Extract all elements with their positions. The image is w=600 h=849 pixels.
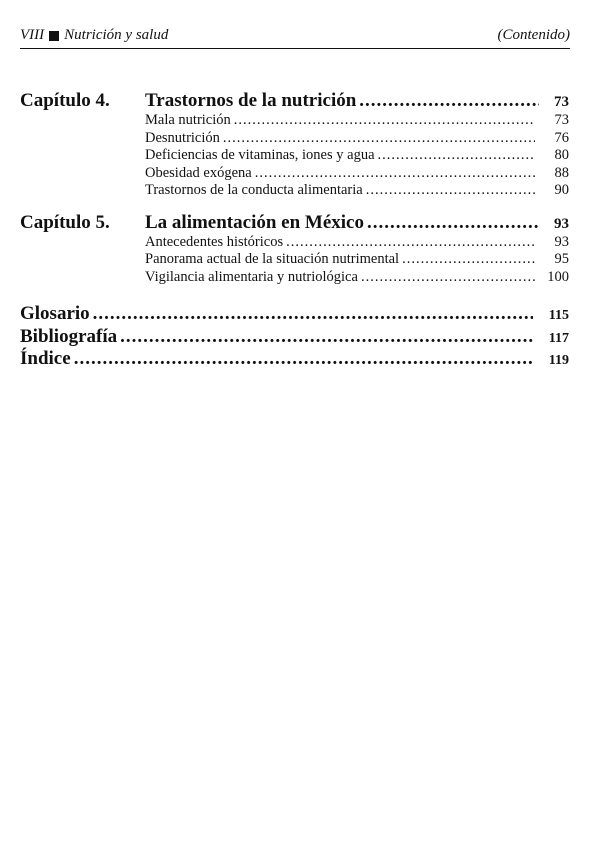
dot-leader [367, 212, 539, 234]
toc-entry-label: Vigilancia alimentaria y nutriológica [145, 269, 358, 285]
toc-entry-deficiencias[interactable] [145, 147, 569, 164]
toc-entry-label: Panorama actual de la situación nutrimental [145, 251, 400, 267]
header-page-number: VIII [20, 27, 45, 43]
dot-leader [74, 348, 533, 370]
toc-entry-vigilancia[interactable] [145, 269, 569, 286]
dot-leader [255, 165, 535, 182]
header-section: (Contenido) [497, 27, 570, 43]
toc-entry-trastornos-conducta[interactable] [145, 182, 569, 199]
toc-entry-glosario[interactable] [20, 303, 569, 325]
chapter-4-entry[interactable] [145, 90, 569, 112]
toc-entry-page: 119 [548, 353, 569, 368]
dot-leader [93, 303, 533, 325]
toc-entry-mala-nutricion[interactable] [145, 112, 569, 129]
toc-entry-label: Deficiencias de vitaminas, iones y agua [145, 147, 375, 163]
toc-entry-label: Trastornos de la conducta alimentaria [145, 182, 363, 198]
square-bullet-icon [49, 31, 59, 41]
chapter-5-number: Capítulo 5. [20, 212, 110, 233]
toc-entry-label: Antecedentes históricos [145, 234, 284, 250]
toc-entry-antecedentes[interactable] [145, 234, 569, 251]
toc-entry-label: Glosario [20, 303, 90, 324]
toc-entry-label: Mala nutrición [145, 112, 231, 128]
toc-entry-label: Desnutrición [145, 130, 220, 146]
toc-entry-page: 115 [548, 308, 569, 323]
toc-entry-page: 80 [554, 147, 569, 163]
toc-entry-page: 73 [554, 112, 569, 128]
toc-entry-page: 95 [554, 251, 569, 267]
dot-leader [223, 130, 535, 147]
chapter-4-number: Capítulo 4. [20, 90, 110, 111]
chapter-5-title: La alimentación en México [145, 212, 364, 233]
chapter-5-entry[interactable] [145, 212, 569, 234]
toc-entry-page: 93 [554, 234, 569, 250]
toc-entry-obesidad[interactable] [145, 165, 569, 182]
toc-entry-panorama[interactable] [145, 251, 569, 268]
dot-leader [286, 234, 535, 251]
chapter-5-page: 93 [554, 216, 569, 232]
toc-entry-bibliografia[interactable] [20, 326, 569, 348]
chapter-4-page: 73 [554, 94, 569, 110]
dot-leader [120, 326, 533, 348]
toc-entry-page: 117 [548, 331, 569, 346]
header-book-title: Nutrición y salud [64, 27, 169, 43]
dot-leader [234, 112, 535, 129]
toc-entry-page: 76 [554, 130, 569, 146]
toc-entry-label: Obesidad exógena [145, 165, 252, 181]
dot-leader [359, 90, 539, 112]
dot-leader [402, 251, 535, 268]
toc-entry-indice[interactable] [20, 348, 569, 370]
page-header [20, 26, 570, 49]
toc-entry-label: Índice [20, 348, 71, 369]
dot-leader [366, 182, 535, 199]
toc-entry-page: 90 [554, 182, 569, 198]
chapter-4-title: Trastornos de la nutrición [145, 90, 357, 111]
header-left [20, 27, 168, 44]
toc-entry-page: 100 [547, 269, 569, 285]
toc-entry-label: Bibliografía [20, 326, 118, 347]
toc-entry-desnutricion[interactable] [145, 130, 569, 147]
dot-leader [361, 269, 535, 286]
toc-entry-page: 88 [554, 165, 569, 181]
dot-leader [378, 147, 535, 164]
